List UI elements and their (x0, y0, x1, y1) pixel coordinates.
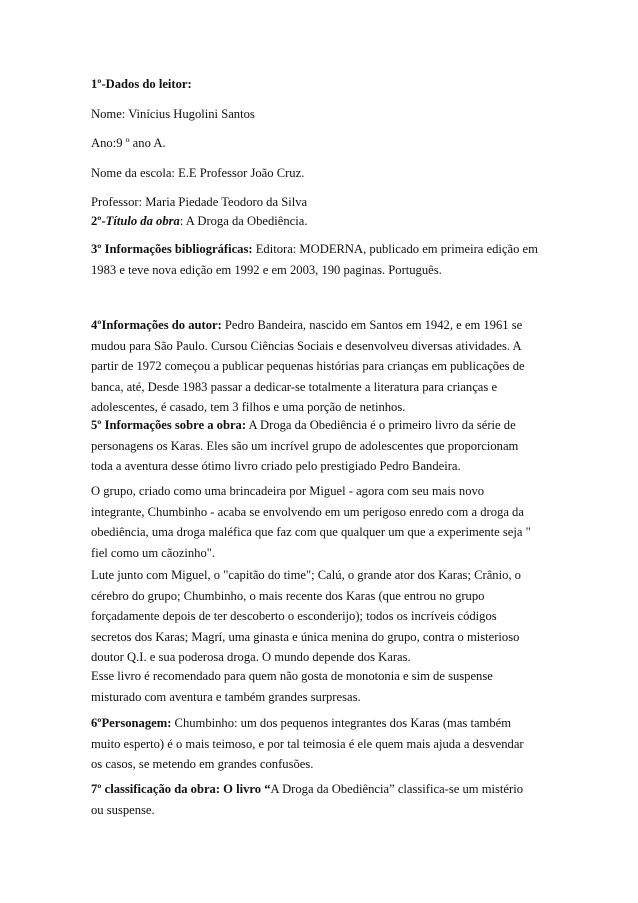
work-p4-line-2: misturado com aventura e também grandes surpresas. (91, 689, 361, 704)
classification-label: 7º classificação da obra: O livro “ (91, 782, 271, 796)
work-p1-line-3: toda a aventura desse ótimo livro criado pelo prestigiado Pedro Bandeira. (91, 459, 461, 473)
biblio-line-2: 1983 e teve nova edição em 1992 e em 2003, 190 paginas. Português. (91, 262, 442, 277)
reader-year: Ano:9 º ano A. (91, 136, 166, 150)
section-titulo-obra (91, 211, 553, 232)
paragraph-lute (91, 565, 553, 668)
title-value: : A Droga da Obediência. (179, 214, 308, 228)
title-prefix: 2º- (91, 214, 106, 228)
author-label: 4ºInformações do autor: (91, 318, 222, 332)
work-p1-line-2: personagens os Karas. Eles são um incrível grupo de adolescentes que proporcionam (91, 438, 519, 453)
section-classificacao (91, 779, 553, 820)
work-p2-line-3: obediência, uma droga maléfica que faz com que qualquer um que a experimente seja " (91, 525, 531, 539)
section-personagem (91, 713, 553, 775)
work-p2-line-1: O grupo, criado como uma brincadeira por Miguel - agora com seu mais novo (91, 484, 485, 498)
work-p3-line-2: cérebro do grupo; Chumbinho, o mais recente dos Karas (que entrou no grupo (91, 588, 485, 603)
section-informacoes-obra (91, 415, 553, 477)
author-line-5: adolescentes, é casado, tem 3 filhos e uma porção de netinhos. (91, 400, 406, 414)
section-dados-leitor (91, 74, 553, 213)
work-label: 5º Informações sobre a obra: (91, 418, 247, 432)
reader-name: Nome: Vinícius Hugolini Santos (91, 106, 255, 121)
section-informacoes-bibliograficas (91, 239, 553, 280)
author-line-1: Pedro Bandeira, nascido em Santos em 1942, e em 1961 se (221, 318, 523, 332)
author-line-2: mudou para São Paulo. Cursou Ciências Sociais e desenvolveu diversas atividades. A (91, 338, 522, 353)
classification-line-1: A Droga da Obediência” classifica-se um mistério (270, 782, 524, 796)
character-line-3: os casos, se metendo em grandes confusões. (91, 757, 314, 771)
work-p1-line-1: A Droga da Obediência é o primeiro livro da série de (246, 418, 516, 432)
character-line-1: Chumbinho: um dos pequenos integrantes dos Karas (mas também (171, 716, 512, 730)
author-line-4: banca, até, Desde 1983 passar a dedicar-se totalmente a literatura para crianças e (91, 379, 498, 394)
work-p4-line-1: Esse livro é recomendado para quem não gosta de monotonia e sim de suspense (91, 669, 493, 683)
paragraph-grupo (91, 481, 553, 563)
work-p3-line-3: forçadamente depois de ter descoberto o esconderijo); todos os incríveis códigos (91, 609, 497, 623)
work-p2-line-4: fiel como um cãozinho". (91, 545, 216, 560)
paragraph-recomendacao (91, 666, 553, 707)
biblio-label: 3º Informações bibliográficas: (91, 242, 253, 256)
biblio-line-1: Editora: MODERNA, publicado em primeira edição em (252, 242, 538, 256)
author-line-3: partir de 1972 começou a publicar pequenas histórias para crianças em publicações de (91, 359, 525, 373)
heading-dados-leitor: 1º-Dados do leitor: (91, 77, 192, 91)
character-label: 6ºPersonagem: (91, 716, 172, 730)
work-p3-line-4: secretos dos Karas; Magrí, uma ginasta e única menina do grupo, contra o misterioso (91, 629, 520, 644)
work-p3-line-1: Lute junto com Miguel, o "capitão do time"; Calú, o grande ator dos Karas; Crânio, o (91, 568, 521, 582)
character-line-2: muito esperto) é o mais teimoso, e por tal teimosia é ele quem mais ajuda a desvendar (91, 736, 524, 751)
teacher-name: Professor: Maria Piedade Teodoro da Silva (91, 195, 308, 209)
title-label: Título da obra (105, 214, 180, 228)
classification-line-2: ou suspense. (91, 802, 155, 817)
school-name: Nome da escola: E.E Professor João Cruz. (91, 165, 305, 180)
work-p3-line-5: doutor Q.I. e sua poderosa droga. O mundo depende dos Karas. (91, 650, 411, 664)
section-informacoes-autor (91, 315, 553, 418)
work-p2-line-2: integrante, Chumbinho - acaba se envolvendo em um perigoso enredo com a droga da (91, 504, 524, 519)
